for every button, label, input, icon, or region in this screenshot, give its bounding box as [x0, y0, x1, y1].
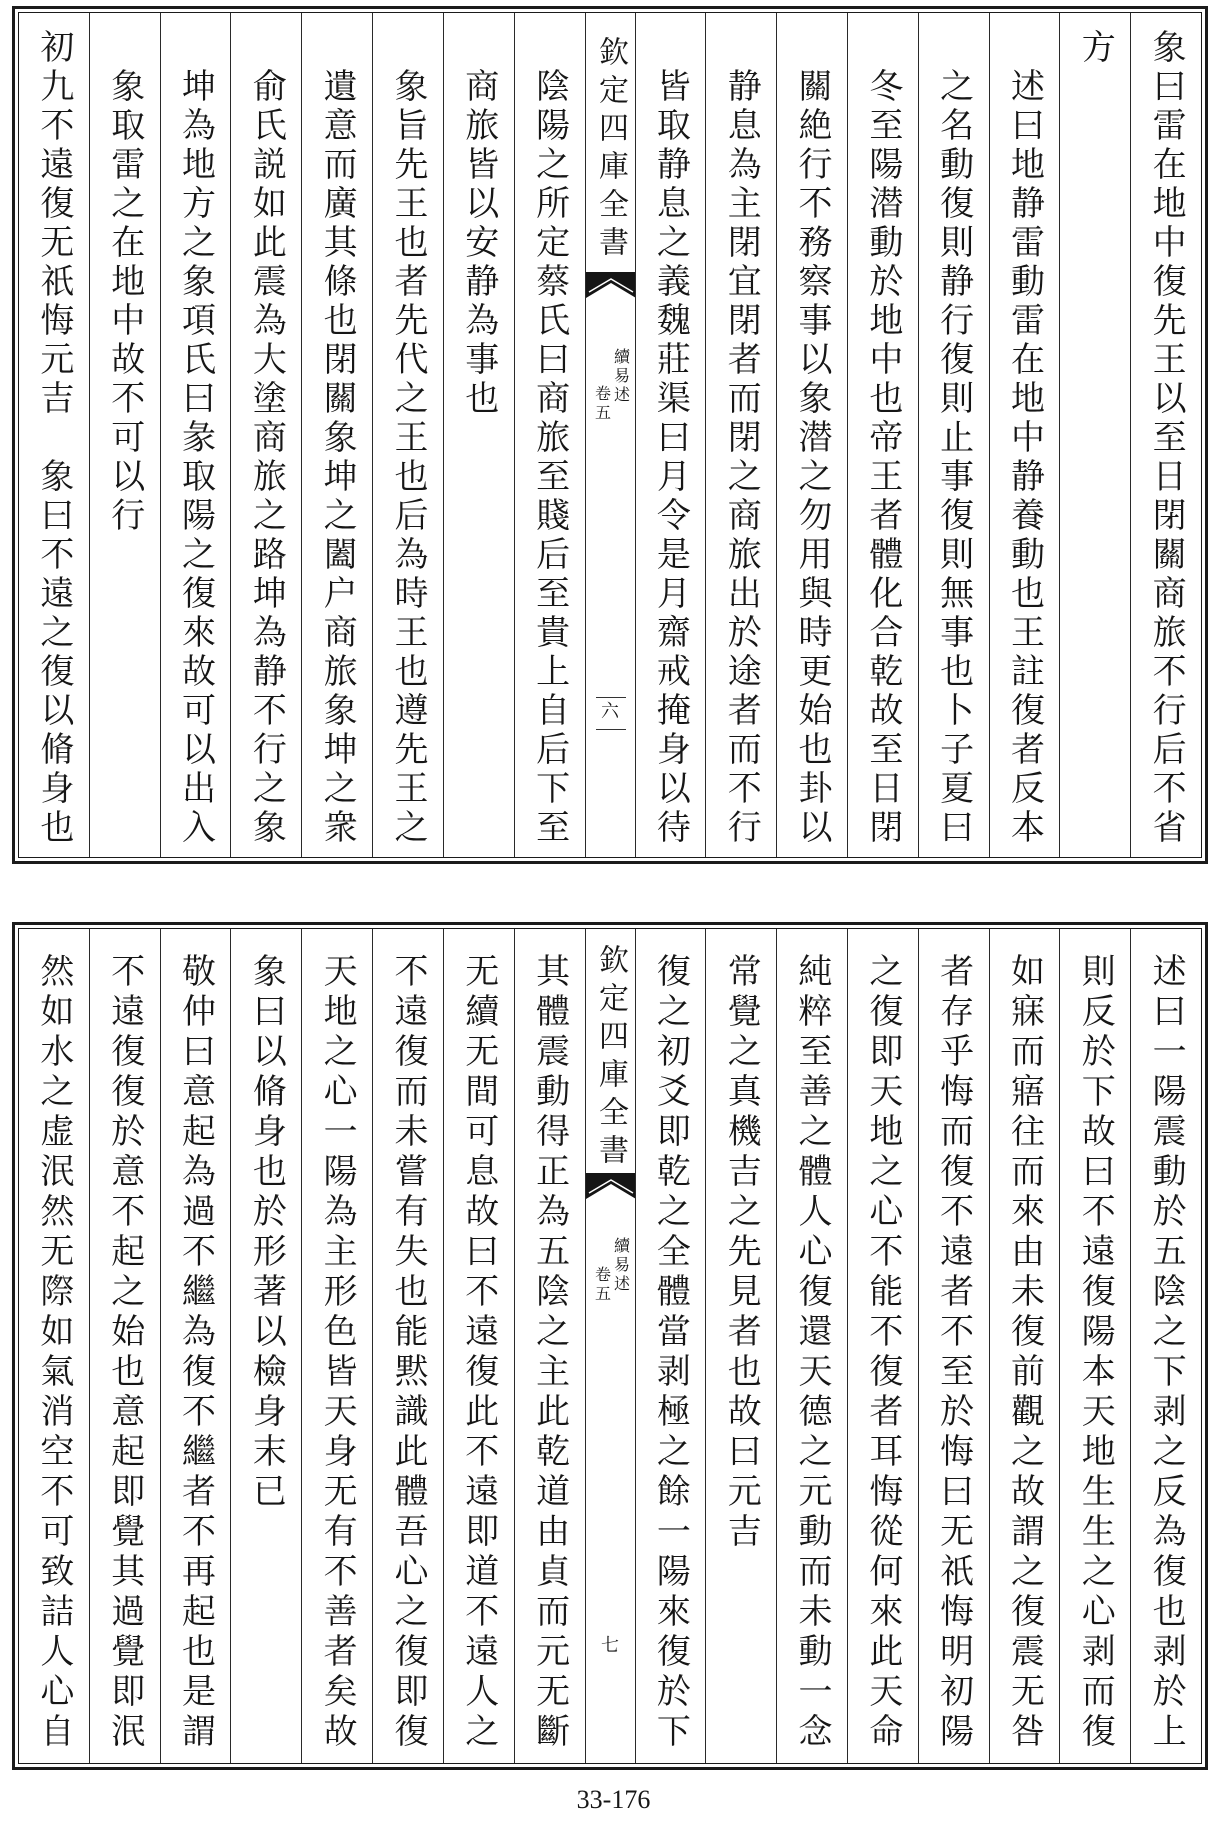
- text-column: [918, 929, 989, 1763]
- text-column: [19, 929, 89, 1763]
- column-text: 俞氏説如此震為大塗商旅之路坤為静不行之象: [246, 68, 287, 848]
- text-column: [635, 13, 706, 857]
- page-number: 33-176: [576, 1785, 651, 1814]
- text-column: [1130, 929, 1201, 1763]
- collection-title: 欽定四庫全書: [593, 36, 628, 264]
- text-column: [1059, 13, 1130, 857]
- column-text: 之名動復則静行復則止事復則無事也卜子夏曰: [933, 68, 974, 848]
- column-text: 初九不遠復无祇悔元吉 象曰不遠之復以脩身也: [33, 29, 74, 848]
- text-column: [989, 13, 1060, 857]
- text-column: [230, 929, 301, 1763]
- text-column: [443, 13, 514, 857]
- bottom-leaf-panel: [12, 922, 1208, 1770]
- column-text: 遺意而廣其條也閉關象坤之闔户商旅象坤之衆: [317, 68, 358, 848]
- column-text: 不遠復而未嘗有失也能黙識此體吾心之復即復: [387, 953, 428, 1753]
- text-column: [230, 13, 301, 857]
- column-text: 象旨先王也者先代之王也后為時王也遵先王之: [387, 68, 428, 848]
- text-column: [514, 13, 585, 857]
- text-column: [918, 13, 989, 857]
- text-column: [776, 929, 847, 1763]
- text-column: [301, 13, 372, 857]
- book-name-label: 續易述: [611, 348, 631, 405]
- text-column: [19, 13, 89, 857]
- text-column: [1059, 929, 1130, 1763]
- column-text: 无續无間可息故曰不遠復此不遠即道不遠人之: [458, 953, 499, 1753]
- column-text: 其體震動得正為五陰之主此乾道由貞而元无斷: [529, 953, 570, 1753]
- column-text: 常覺之真機吉之先見者也故曰元吉: [721, 953, 762, 1553]
- column-text: 象取雷之在地中故不可以行: [104, 68, 145, 536]
- fishtail-mark-icon: [586, 272, 635, 298]
- column-text: 述曰一陽震動於五陰之下剥之反為復也剥於上: [1146, 953, 1187, 1753]
- column-text: 復之初爻即乾之全體當剥極之餘一陽來復於下: [650, 953, 691, 1753]
- leaf-number: 六: [601, 701, 619, 722]
- text-column: [705, 929, 776, 1763]
- collection-title: 欽定四庫全書: [593, 944, 628, 1172]
- column-text: 關絶行不務察事以象潜之勿用與時更始也卦以: [792, 68, 833, 848]
- text-column: [847, 929, 918, 1763]
- leaf-rule: [596, 697, 626, 698]
- text-column: [301, 929, 372, 1763]
- text-column: [372, 13, 443, 857]
- text-column: [160, 13, 231, 857]
- bottom-leaf-frame: [18, 928, 1202, 1764]
- column-text: 静息為主閉宜閉者而閉之商旅出於途者而不行: [721, 68, 762, 848]
- text-column: [89, 13, 160, 857]
- column-text: 皆取静息之義魏莊渠曰月令是月齋戒掩身以待: [650, 68, 691, 848]
- column-text: 象曰雷在地中復先王以至日閉關商旅不行后不省: [1146, 29, 1187, 848]
- text-column: [443, 929, 514, 1763]
- top-leaf-frame: [18, 12, 1202, 858]
- column-text: 者存乎悔而復不遠者不至於悔曰无祇悔明初陽: [933, 953, 974, 1753]
- text-column: [705, 13, 776, 857]
- text-column: [847, 13, 918, 857]
- text-column: [160, 929, 231, 1763]
- column-text: 象曰以脩身也於形著以檢身末已: [246, 953, 287, 1513]
- text-column: [514, 929, 585, 1763]
- text-column: [89, 929, 160, 1763]
- text-column: [372, 929, 443, 1763]
- text-column: [776, 13, 847, 857]
- column-text: 商旅皆以安静為事也: [458, 68, 499, 419]
- column-text: 純粹至善之體人心復還天德之元動而未動一念: [792, 953, 833, 1753]
- column-text: 如寐而寤往而來由未復前觀之故謂之復震无咎: [1004, 953, 1045, 1753]
- column-text: 之復即天地之心不能不復者耳悔從何來此天命: [862, 953, 903, 1753]
- leaf-rule: [596, 729, 626, 730]
- text-column: [989, 929, 1060, 1763]
- column-text: 然如水之虚泯然无際如氣消空不可致詰人心自: [33, 953, 74, 1753]
- column-text: 則反於下故曰不遠復陽本天地生生之心剥而復: [1075, 953, 1116, 1753]
- top-leaf-panel: [12, 6, 1208, 864]
- column-text: 敬仲曰意起為過不繼為復不繼者不再起也是謂: [175, 953, 216, 1753]
- text-column: [1130, 13, 1201, 857]
- book-name-label: 續易述: [611, 1237, 631, 1294]
- column-text: 天地之心一陽為主形色皆天身无有不善者矣故: [317, 953, 358, 1753]
- column-text: 方: [1075, 29, 1116, 68]
- fishtail-mark-icon: [586, 1173, 635, 1199]
- column-text: 坤為地方之象項氏曰彖取陽之復來故可以出入: [175, 68, 216, 848]
- column-text: 陰陽之所定蔡氏曰商旅至賤后至貴上自后下至: [529, 68, 570, 848]
- column-text: 不遠復復於意不起之始也意起即覺其過覺即泯: [104, 953, 145, 1753]
- leaf-number: 七: [601, 1635, 619, 1656]
- volume-label: 卷五: [592, 385, 612, 423]
- volume-label: 卷五: [592, 1266, 612, 1304]
- text-column: [635, 929, 706, 1763]
- fold-column: [585, 13, 635, 857]
- column-text: 冬至陽潜動於地中也帝王者體化合乾故至日閉: [862, 68, 903, 848]
- column-text: 述曰地静雷動雷在地中静養動也王註復者反本: [1004, 68, 1045, 848]
- fold-column: [585, 929, 635, 1763]
